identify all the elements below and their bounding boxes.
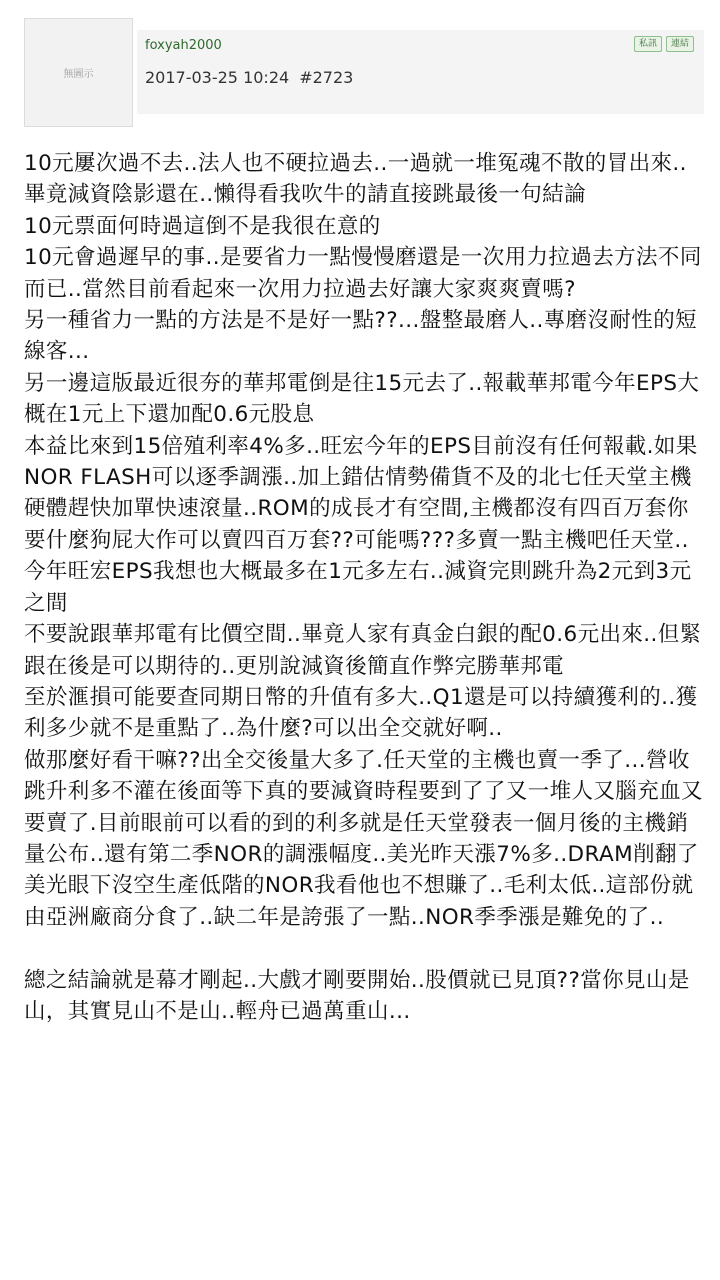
blank-line	[24, 933, 704, 964]
post-datetime: 2017-03-25 10:24	[145, 68, 290, 87]
post-number[interactable]: #2723	[299, 68, 354, 87]
post-paragraph: 總之結論就是幕才剛起..大戲才剛要開始..股價就已見頂??當你見山是山，其實見山不是山..輕舟已過萬重山...	[24, 967, 690, 1024]
post-content	[24, 148, 704, 1027]
post-paragraph: 另一邊這版最近很夯的華邦電倒是往15元去了..報載華邦電今年EPS大概在1元上下還加配0.6元股息	[24, 370, 700, 428]
private-message-button[interactable]: 私訊	[634, 36, 662, 52]
post-paragraph: 10元票面何時過這倒不是我很在意的	[24, 213, 381, 239]
post-paragraph: 10元屢次過不去..法人也不硬拉過去..一過就一堆冤魂不散的冒出來..畢竟減資陰影還在..懶得看我吹牛的請直接跳最後一句結論	[24, 151, 687, 208]
post-meta-bar	[137, 30, 704, 114]
post-paragraph: 另一種省力一點的方法是不是好一點??...盤整最磨人..專磨沒耐性的短線客...	[24, 308, 697, 365]
post-paragraph: 做那麼好看干嘛??出全交後量大多了.任天堂的主機也賣一季了...營收跳升利多不灌在後面等下真的要減資時程要到了了又一堆人又腦充血又要賣了.目前眼前可以看的到的利多就是任天堂發表一個月後的主機銷量公布..還有第二季NOR的調漲幅度..美光昨天漲7%多..DRAM削翻了美光眼下沒空生產低階的NOR我看他也不想賺了..毛利太低..這部份就由亞洲廠商分食了..缺二年是誇張了一點..NOR季季漲是難免的了..	[24, 747, 703, 930]
post-paragraph: 不要說跟華邦電有比價空間..畢竟人家有真金白銀的配0.6元出來..但緊跟在後是可以期待的..更別說減資後簡直作弊完勝華邦電	[24, 622, 702, 679]
post-paragraph: 本益比來到15倍殖利率4%多..旺宏今年的EPS目前沒有任何報載.如果NOR FLASH可以逐季調漲..加上錯估情勢備貨不及的北七任天堂主機硬體趕快加單快速滾量..ROM的成長才有空間,主機都沒有四百万套你要什麼狗屁大作可以賣四百万套??可能嗎???多賣一點主機吧任天堂..今年旺宏EPS我想也大概最多在1元多左右..減資完則跳升為2元到3元之間	[24, 433, 698, 616]
post-paragraph: 至於滙損可能要查同期日幣的升值有多大..Q1還是可以持續獲利的..獲利多少就不是重點了..為什麼?可以出全交就好啊..	[24, 684, 698, 742]
post-paragraph: 10元會過遲早的事..是要省力一點慢慢磨還是一次用力拉過去方法不同而已..當然目前看起來一次用力拉過去好讓大家爽爽賣嗎?	[24, 245, 702, 302]
post-header	[24, 18, 706, 130]
post-info	[145, 68, 353, 87]
avatar[interactable]	[24, 18, 133, 127]
post-actions	[634, 36, 694, 52]
avatar-placeholder-text: 無圖示	[63, 69, 94, 80]
link-button[interactable]: 連結	[666, 36, 694, 52]
username-link[interactable]: foxyah2000	[145, 38, 222, 53]
